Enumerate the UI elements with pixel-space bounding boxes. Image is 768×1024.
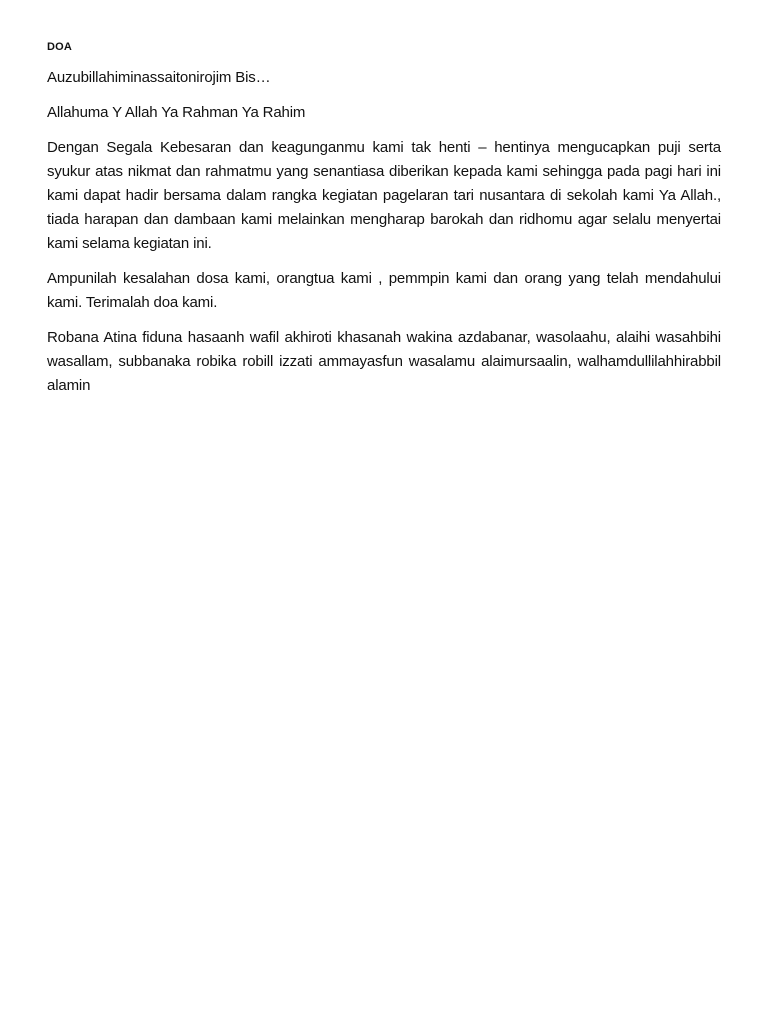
paragraph-forgiveness: Ampunilah kesalahan dosa kami, orangtua kami , pemmpin kami dan orang yang telah mendahului kami. Terimalah doa kami. (47, 270, 721, 311)
paragraph-gratitude: Dengan Segala Kebesaran dan keagunganmu kami tak henti – hentinya mengucapkan puji serta syukur atas nikmat dan rahmatmu yang senantiasa diberikan kepada kami sehingga pada pagi hari ini kami dapat hadir bersama dalam rangka kegiatan pagelaran tari nusantara di sekolah kami Ya Allah., tiada harapan dan dambaan kami melainkan mengharap barokah dan ridhomu agar selalu menyertai kami selama kegiatan ini. (47, 139, 721, 252)
paragraph-taawudz: Auzubillahiminassaitonirojim Bis… (47, 69, 271, 86)
paragraph-closing: Robana Atina fiduna hasaanh wafil akhiroti khasanah wakina azdabanar, wasolaahu, alaihi wasahbihi wasallam, subbanaka robika robill izzati ammayasfun wasalamu alaimursaalin, walhamdullilahhirabbil alamin (47, 329, 721, 394)
document-heading: DOA (47, 41, 73, 53)
document-page (47, 40, 721, 409)
paragraph-opening: Allahuma Y Allah Ya Rahman Ya Rahim (47, 104, 306, 121)
